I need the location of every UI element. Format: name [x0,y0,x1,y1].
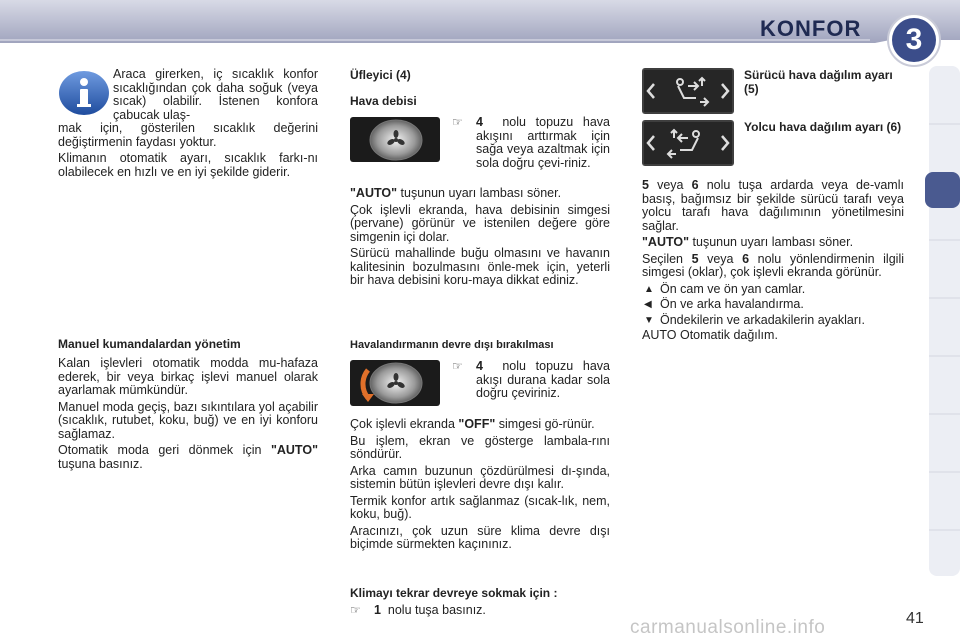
passenger-distribution-heading-block [744,120,909,134]
page-number: 41 [906,610,924,627]
manual-section [58,337,318,474]
info-paragraph-1a: Araca girerken, iç sıcaklık konfor sıcaklığından çok daha soğuk (veya sıcak) olabilir. İstenen konfora çabucak ulaş- [113,67,318,122]
list-item-text: Öndekilerin ve arkadakilerin ayakları. [660,312,865,327]
off-paragraph-2: Bu işlem, ekran ve gösterge lambala-rını söndürür. [350,433,610,461]
manual-p3-b: tuşuna basınız. [58,456,143,471]
passenger-distribution-heading: Yolcu hava dağılım ayarı (6) [744,120,902,134]
or-word: veya [657,178,684,192]
blower-paragraph-3: Sürücü mahallinde buğu olmasını ve havanın kalitesinin bozulmasını önle-mek için, yeterli bir hava debisini koru-maya dikkat ediniz. [350,246,610,287]
watermark: carmanualsonline.info [630,617,826,638]
manual-paragraph-3 [58,444,318,471]
manual-p3-a: Otomatik moda geri dönmek için [58,443,262,457]
list-item [642,314,904,328]
knob-number: 4 [476,359,483,373]
chapter-title: KONFOR [760,16,862,41]
button-number: 1 [374,603,381,617]
blower-paragraph-2: Çok işlevli ekranda, hava debisinin simgesi (pervane) görünür ve istenilen değere göre simgenin içi dolar. [350,202,610,244]
blower-knob-image [350,117,440,162]
distribution-p1-text: nolu tuşa ardarda veya de-vamlı basış, bağımsız bir şekilde sürücü tarafı veya yolcu tarafı hava dağılımının yönetilmesini sağlar. [642,178,904,233]
arrow-down-icon: ▼ [644,314,654,326]
blower-body [350,187,610,291]
info-paragraph-2: Klimanın otomatik ayarı, sıcaklık farkı-nı olabilecek en hızlı ve en iyi şekilde giderir. [58,151,318,179]
info-column [58,68,318,182]
auto-distribution-line: AUTO Otomatik dağılım. [642,328,778,342]
air-flow-heading: Hava debisi [350,94,417,108]
restart-heading: Klimayı tekrar devreye sokmak için : [350,586,558,600]
pointer-hand-icon: ☞ [350,603,361,617]
button-number: 6 [742,251,750,266]
arrow-up-icon: ▲ [644,283,654,295]
off-body [350,418,610,555]
blower-knob-off-image [350,360,440,406]
off-heading-block [350,338,620,352]
restart-text: nolu tuşa basınız. [387,603,486,617]
off-paragraph-4: Termik konfor artık sağlanmaz (sıcak-lık, nem, koku, buğ). [350,493,610,521]
distribution-p3-a: Seçilen [642,251,683,266]
off-paragraph-3: Arka camın buzunun çözdürülmesi dı-şında, sistemin bütün işlevleri devre dışı kalır. [350,463,610,491]
manual-paragraph-2: Manuel moda geçiş, bazı sıkıntılara yol açabilir (sıcaklık, rutubet, koku, buğ) ve en iyi konforu sağlamaz. [58,399,318,441]
blower-auto-text: tuşunun uyarı lambası söner. [400,186,562,200]
list-item-text: Ön ve arka havalandırma. [660,297,804,311]
pointer-hand-icon: ☞ [452,115,463,129]
driver-distribution-button-image [642,68,734,114]
list-item [642,283,904,297]
list-item-text: Ön cam ve ön yan camlar. [660,281,806,296]
button-number: 5 [691,251,699,266]
ventilation-off-heading: Havalandırmanın devre dışı bırakılması [350,339,554,351]
list-item [642,298,904,312]
off-instruction [452,360,610,404]
auto-keyword: "AUTO" [642,235,690,249]
button-number: 5 [642,178,649,192]
driver-distribution-heading-block [744,68,909,96]
blower-instruction-text: nolu topuzu hava akışını arttırmak için sağa veya azaltmak için sola doğru çevi-riniz. [476,115,610,170]
knob-number: 4 [476,115,483,129]
restart-block [350,586,620,621]
chapter-number: 3 [905,23,923,56]
manual-heading: Manuel kumandalardan yönetim [58,337,241,351]
blower-instruction [452,116,610,173]
off-keyword: "OFF" [458,417,496,431]
blower-heading: Üfleyici (4) [350,68,411,82]
distribution-auto-text: tuşunun uyarı lambası söner. [692,235,854,249]
arrow-left-icon: ◀ [644,299,652,310]
button-number: 6 [691,178,699,192]
blower-heading-block [350,68,610,108]
off-p1-b: simgesi gö-rünür. [498,417,595,431]
auto-keyword: "AUTO" [350,186,398,200]
header-banner [0,0,960,56]
off-paragraph-5: Aracınızı, çok uzun süre klima devre dışı biçimde sürmekten kaçınınız. [350,523,610,551]
chapter-tabs[interactable] [925,66,960,576]
manual-paragraph-1: Kalan işlevleri otomatik modda mu-hafaza ederek, bir veya birkaç işlevi manuel olarak ayarlamak mümkündür. [58,356,318,397]
auto-keyword: "AUTO" [270,443,318,457]
off-p1-a: Çok işlevli ekranda [350,417,455,431]
off-instruction-text: nolu topuzu hava akışı durana kadar sola doğru çeviriniz. [476,359,610,400]
or-word: veya [707,251,734,266]
info-paragraph-1b: mak için, gösterilen sıcaklık değerini değiştirmenin faydası yoktur. [58,121,318,149]
distribution-body [642,179,904,346]
distribution-p3-b: nolu yönlendirmenin ilgili simgesi (oklar), çok işlevli ekranda görünür. [642,251,904,279]
passenger-distribution-button-image [642,120,734,166]
pointer-hand-icon: ☞ [452,359,463,373]
driver-distribution-heading: Sürücü hava dağılım ayarı (5) [744,68,893,96]
